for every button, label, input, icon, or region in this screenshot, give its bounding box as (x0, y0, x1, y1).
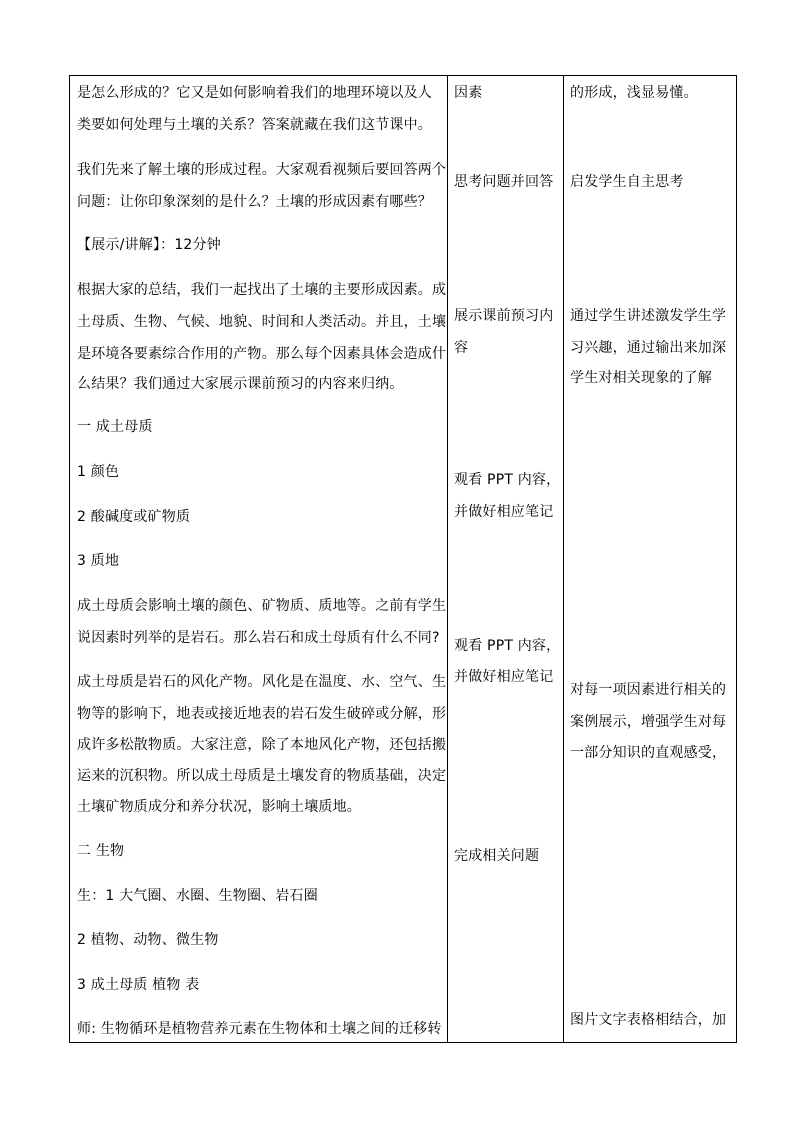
content-line: 类要如何处理与土壤的关系？答案就藏在我们这节课中。 (77, 117, 432, 133)
content-line: 生：1 大气圈、水圈、生物圈、岩石圈 (77, 888, 318, 904)
design-intent-line: 学生对相关现象的了解 (570, 370, 712, 386)
column-divider (447, 76, 448, 1042)
content-line: 土壤矿物质成分和养分状况，影响土壤质地。 (77, 799, 361, 815)
design-intent-line: 对每一项因素进行相关的 (570, 682, 727, 698)
design-intent-line: 一部分知识的直观感受， (570, 745, 727, 761)
content-line: 问题：让你印象深刻的是什么？土壤的形成因素有哪些？ (77, 194, 432, 210)
content-line: 是怎么形成的？它又是如何影响着我们的地理环境以及人 (77, 85, 432, 101)
design-intent-line: 图片文字表格相结合，加 (570, 1012, 727, 1028)
content-line: 1 颜色 (77, 464, 120, 480)
content-line: 成土母质会影响土壤的颜色、矿物质、质地等。之前有学生 (77, 598, 447, 614)
content-line: 2 植物、动物、微生物 (77, 932, 219, 948)
content-line: 成土母质是岩石的风化产物。风化是在温度、水、空气、生 (77, 674, 447, 690)
design-intent-line: 的形成，浅显易懂。 (570, 85, 698, 101)
design-intent-line: 案例展示，增强学生对每 (570, 714, 727, 730)
lesson-plan-table (69, 75, 737, 1043)
student-activity-line: 容 (454, 340, 469, 356)
content-line: 我们先来了解土壤的形成过程。大家观看视频后要回答两个 (77, 162, 447, 178)
content-line: 运来的沉积物。所以成土母质是土壤发育的物质基础，决定 (77, 768, 447, 784)
content-line: 根据大家的总结，我们一起找出了土壤的主要形成因素。成 (77, 282, 447, 298)
design-intent-line: 通过学生讲述激发学生学 (570, 308, 727, 324)
content-line: 3 质地 (77, 553, 120, 569)
subsection-heading: 一 成土母质 (77, 419, 153, 435)
content-line: 3 成土母质 植物 表 (77, 977, 200, 993)
content-line: 土母质、生物、气候、地貌、时间和人类活动。并且，土壤 (77, 314, 447, 330)
student-activity-line: 并做好相应笔记 (454, 669, 554, 685)
student-activity-line: 展示课前预习内 (454, 308, 554, 324)
content-line: 么结果？我们通过大家展示课前预习的内容来归纳。 (77, 376, 404, 392)
design-intent-line: 习兴趣，通过输出来加深 (570, 340, 727, 356)
subsection-heading: 二 生物 (77, 843, 125, 859)
student-activity-line: 观看 PPT 内容， (454, 638, 561, 654)
content-line: 师: 生物循环是植物营养元素在生物体和土壤之间的迁移转 (77, 1021, 442, 1037)
content-line: 说因素时列举的是岩石。那么岩石和成土母质有什么不同? (77, 630, 440, 646)
student-activity-line: 观看 PPT 内容， (454, 472, 561, 488)
content-line: 2 酸碱度或矿物质 (77, 509, 191, 525)
student-activity-line: 思考问题并回答 (454, 174, 554, 190)
student-activity-line: 并做好相应笔记 (454, 504, 554, 520)
student-activity-line: 完成相关问题 (454, 848, 540, 864)
column-divider (563, 76, 564, 1042)
content-line: 成许多松散物质。大家注意，除了本地风化产物，还包括搬 (77, 737, 447, 753)
section-heading: 【展示/讲解】：12分钟 (77, 237, 221, 253)
content-line: 是环境各要素综合作用的产物。那么每个因素具体会造成什 (77, 346, 447, 362)
design-intent-line: 启发学生自主思考 (570, 174, 684, 190)
student-activity-line: 因素 (454, 85, 483, 101)
content-line: 物等的影响下，地表或接近地表的岩石发生破碎或分解，形 (77, 706, 447, 722)
